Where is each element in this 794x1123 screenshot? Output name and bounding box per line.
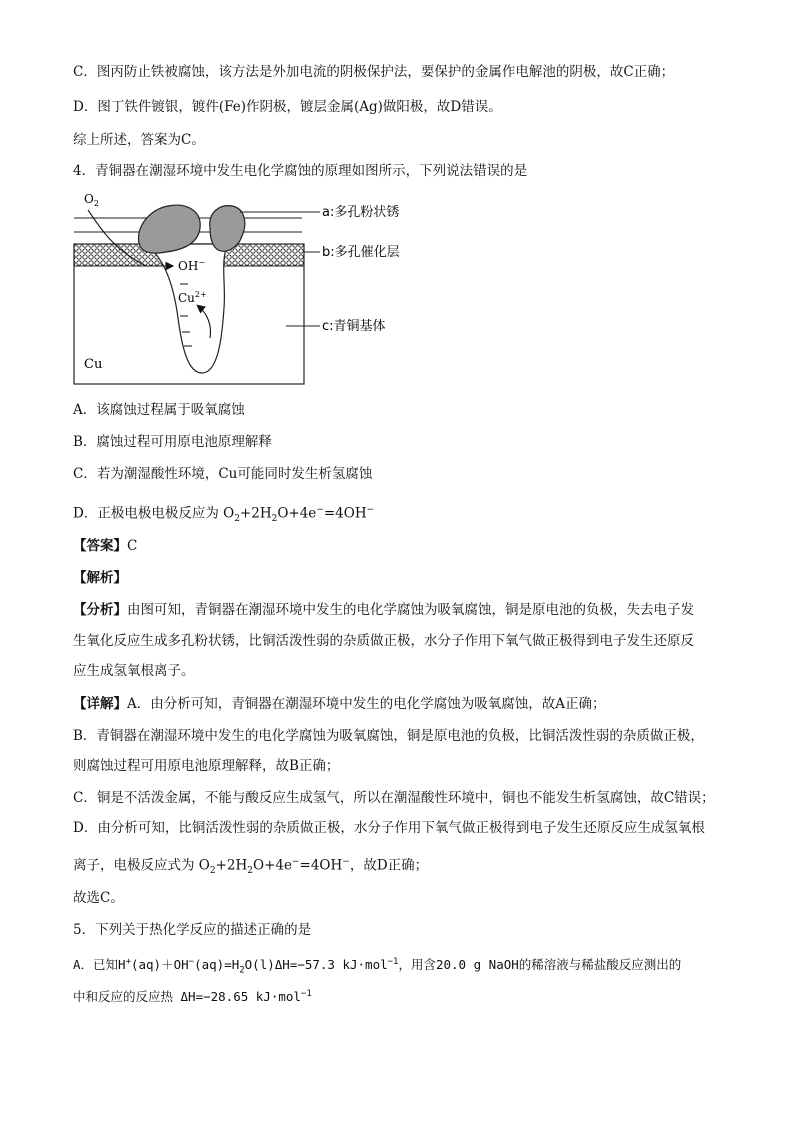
oh-label: OH− [178, 258, 206, 273]
superscript: − [316, 505, 324, 515]
eq-part: 中和反应的反应热 ΔH=−28.65 kJ·mol [73, 989, 301, 1005]
eq-part: =4OH [299, 857, 343, 874]
superscript: −1 [300, 989, 312, 999]
cu-label: Cu [84, 357, 103, 372]
analysis-tag: 【解析】 [73, 570, 127, 586]
fenxi-line-3: 应生成氢氧根离子。 [73, 663, 195, 679]
eq-part: O+4e [277, 505, 317, 522]
label-c: c:青铜基体 [322, 319, 386, 334]
answer-tag: 【答案】 [73, 538, 127, 554]
subscript: 2 [209, 866, 216, 877]
xiangjie-text: A．由分析可知，青铜器在潮湿环境中发生的电化学腐蚀为吸氧腐蚀，故A正确； [127, 696, 606, 712]
xiangjie-line-b1: B．青铜器在潮湿环境中发生的电化学腐蚀为吸氧腐蚀，铜是原电池的负极，比铜活泼性弱的杂质做正极， [73, 728, 704, 744]
eq-part: O+4e [253, 857, 292, 874]
corrosion-diagram [70, 188, 430, 388]
eq-part: +2H [239, 505, 272, 522]
superscript: − [188, 957, 195, 967]
q5-option-a-line-2 [73, 984, 312, 1007]
question-4-stem: 4．青铜器在潮湿环境中发生电化学腐蚀的原理如图所示，下列说法错误的是 [73, 163, 528, 179]
q5-option-a-line-1 [73, 952, 681, 981]
eq-part: (aq)＋OH [130, 957, 189, 973]
xiangjie-line-c: C．铜是不活泼金属，不能与酸反应生成氢气，所以在潮湿酸性环境中，铜也不能发生析氢腐蚀，故C错误； [73, 790, 715, 806]
subscript: 2 [234, 514, 240, 525]
answer-value: C [127, 538, 138, 554]
o2-label: $O_2$ [84, 192, 99, 208]
fenxi-line-2: 生氧化反应生成多孔粉状锈，比铜活泼性弱的杂质做正极，水分子作用下氧气做正极得到电子发生还原反 [73, 633, 694, 649]
xiangjie-tag: 【详解】 [73, 696, 127, 712]
option-b: B．腐蚀过程可用原电池原理解释 [73, 434, 272, 450]
eq-part: ，故D正确； [349, 857, 429, 874]
eq-part: 离子，电极反应式为 O [73, 857, 210, 874]
xiangjie-line-a [73, 694, 606, 714]
question-5-stem: 5．下列关于热化学反应的描述正确的是 [73, 922, 312, 938]
choose-line: 故选C。 [73, 890, 124, 906]
fenxi-tag: 【分析】 [73, 602, 127, 618]
text-line-summary: 综上所述，答案为C。 [73, 132, 205, 148]
option-d [73, 500, 374, 529]
eq-part: +2H [215, 857, 248, 874]
superscript: + [125, 957, 131, 967]
eq-part: (aq)=H [194, 957, 240, 973]
fenxi-line-1 [73, 600, 694, 620]
superscript: − [342, 857, 350, 867]
xiangjie-line-d1: D．由分析可知，比铜活泼性弱的杂质做正极，水分子作用下氧气做正极得到电子发生还原反应生成氢氧根 [73, 820, 705, 836]
superscript: − [366, 505, 375, 515]
option-a: A．该腐蚀过程属于吸氧腐蚀 [73, 402, 245, 418]
eq-part: A．已知H [73, 957, 126, 973]
option-d-text: D．正极电极电极反应为 O [73, 505, 235, 522]
superscript: −1 [387, 957, 399, 967]
cu2-label: $Cu^{2+}$ [178, 290, 207, 305]
text-line-d-prev: D．图丁铁件镀银，镀件(Fe)作阴极，镀层金属(Ag)做阳极，故D错误。 [73, 99, 502, 115]
superscript: − [291, 857, 300, 867]
text-line-c-prev: C．图丙防止铁被腐蚀，该方法是外加电流的阴极保护法，要保护的金属作电解池的阴极，故C正确； [73, 64, 675, 80]
eq-part: O(l)ΔH=−57.3 kJ·mol [244, 957, 388, 973]
subscript: 2 [239, 965, 245, 976]
eq-part: =4OH [323, 505, 367, 522]
subscript: 2 [247, 866, 254, 877]
label-a: a:多孔粉状锈 [322, 205, 400, 220]
xiangjie-line-d2 [73, 852, 428, 881]
subscript: 2 [271, 514, 278, 525]
label-b: b:多孔催化层 [322, 245, 400, 260]
eq-part: ，用含20.0 g NaOH的稀溶液与稀盐酸反应测出的 [398, 957, 682, 973]
analysis-tag-line [73, 568, 127, 588]
answer-line [73, 536, 137, 556]
option-c: C．若为潮湿酸性环境，Cu可能同时发生析氢腐蚀 [73, 466, 373, 482]
fenxi-text: 由图可知，青铜器在潮湿环境中发生的电化学腐蚀为吸氧腐蚀，铜是原电池的负极，失去电子发 [127, 602, 694, 618]
xiangjie-line-b2: 则腐蚀过程可用原电池原理解释，故B正确； [73, 758, 340, 774]
